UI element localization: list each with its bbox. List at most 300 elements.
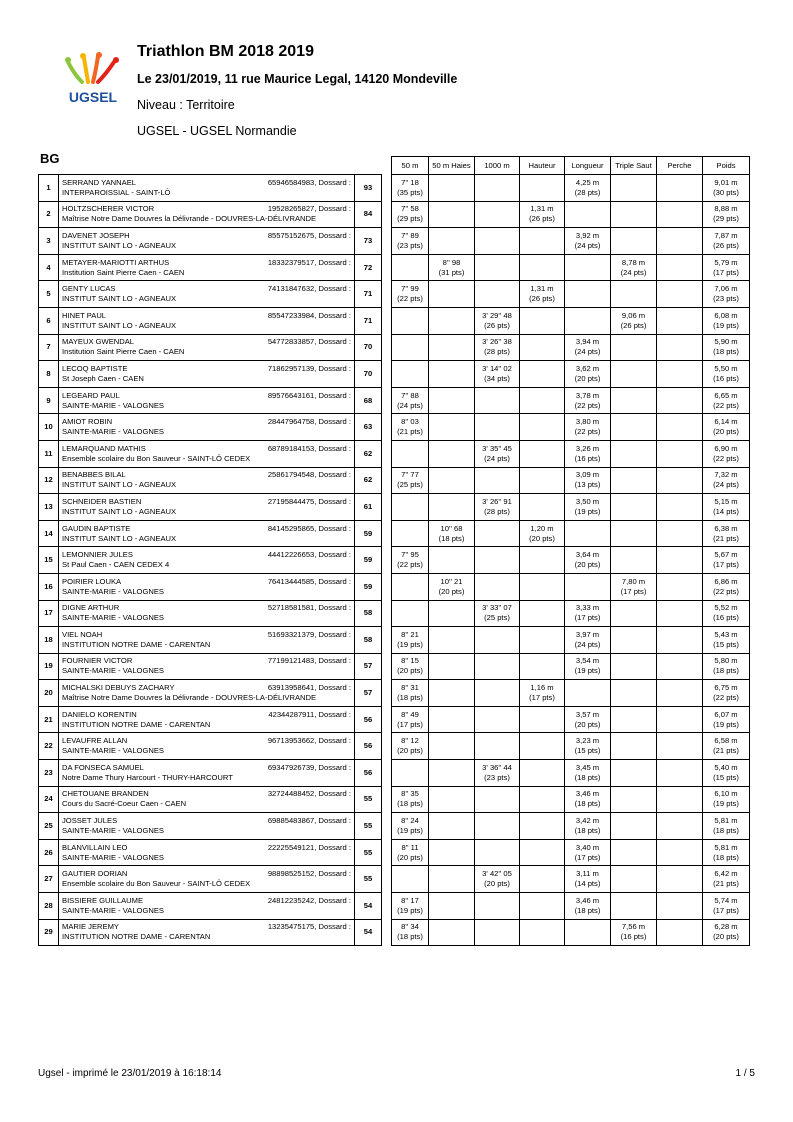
perf-points: (18 pts) [574,799,601,809]
perf-longueur [565,866,611,893]
rank: 29 [39,919,59,946]
perf-value: 3,11 m [576,869,599,879]
athlete-cell [59,680,355,707]
perf-triple-saut [611,387,657,414]
athlete-name: SCHNEIDER BASTIEN [62,496,142,506]
perf-value: 3,45 m [575,762,600,772]
athlete-name: LEGEARD PAUL [62,390,120,400]
perf-value: 7'' 95 [401,550,419,560]
perf-perche [657,440,703,467]
perf-poids [703,893,750,920]
perf-value: 3,92 m [575,230,600,240]
athlete-school: Maîtrise Notre Dame Douvres la Délivrande - DOUVRES-LA-DÉLIVRANDE [62,693,317,703]
perf-value: 7'' 89 [401,230,419,240]
perf-hauteur [520,760,565,787]
athlete-id: 65946584983, Dossard : [267,177,351,187]
logo-figure-yellow [84,58,88,82]
col-longueur: Longueur [565,157,611,175]
perf-50m-haies [429,919,475,946]
perf-longueur [565,786,611,813]
result-row [39,281,750,308]
rank: 11 [39,440,59,467]
total-points: 61 [355,494,382,521]
athlete-id: 18332379517, Dossard : [267,257,351,267]
athlete-school: INTERPAROISSIAL - SAINT-LÔ [62,187,171,197]
rank: 18 [39,627,59,654]
perf-poids [703,627,750,654]
logo-text: UGSEL [68,89,118,105]
perf-triple-saut [611,281,657,308]
rank: 8 [39,361,59,388]
perf-points: (18 pts) [397,799,423,809]
perf-value: 8'' 17 [401,895,419,905]
perf-value: 3,26 m [575,443,600,453]
perf-poids [703,254,750,281]
total-points: 73 [355,228,382,255]
perf-points: (19 pts) [713,320,739,330]
perf-points: (18 pts) [438,533,465,543]
perf-value: 5,79 m [714,257,738,267]
perf-50m-haies [429,334,475,361]
perf-triple-saut [611,440,657,467]
perf-points: (21 pts) [713,746,739,756]
athlete-school: SAINTE-MARIE - VALOGNES [62,666,164,676]
rank: 15 [39,547,59,574]
athlete-name: MARIE JEREMY [62,922,119,932]
athlete-school: INSTITUTION NOTRE DAME - CARENTAN [62,932,211,942]
athlete-school: Maîtrise Notre Dame Douvres la Délivrande - DOUVRES-LA-DÉLIVRANDE [62,214,317,224]
result-row [39,175,750,202]
perf-points: (20 pts) [713,427,739,437]
result-row [39,307,750,334]
perf-triple-saut [611,520,657,547]
perf-longueur [565,680,611,707]
perf-hauteur [520,733,565,760]
event-location: Le 23/01/2019, 11 rue Maurice Legal, 14120 Mondeville [137,72,458,86]
perf-triple-saut [611,706,657,733]
perf-hauteur [520,839,565,866]
perf-value: 6,65 m [714,390,738,400]
perf-50m [392,494,429,521]
athlete-id: 69885483867, Dossard : [267,816,351,826]
rank: 25 [39,813,59,840]
perf-value: 8'' 15 [401,656,419,666]
athlete-cell [59,733,355,760]
perf-value: 1,31 m [530,204,554,214]
athlete-cell [59,760,355,787]
perf-50m-haies [429,786,475,813]
athlete-id: 96713953662, Dossard : [267,736,351,746]
perf-points: (16 pts) [574,453,601,463]
perf-points: (31 pts) [438,267,465,277]
perf-1000m [475,520,520,547]
athlete-id: 71862957139, Dossard : [267,363,351,373]
perf-poids [703,387,750,414]
perf-hauteur [520,653,565,680]
perf-value: 5,15 m [714,496,738,506]
perf-points: (20 pts) [397,852,423,862]
perf-value: 4,25 m [575,177,600,187]
perf-points: (21 pts) [713,879,739,889]
perf-50m-haies [429,228,475,255]
perf-points: (22 pts) [574,400,601,410]
perf-50m [392,919,429,946]
perf-points: (25 pts) [484,613,510,623]
perf-hauteur [520,706,565,733]
perf-value: 3,64 m [575,550,600,560]
perf-value: 6,10 m [714,789,738,799]
total-points: 71 [355,307,382,334]
perf-points: (15 pts) [574,746,601,756]
perf-poids [703,414,750,441]
rank: 26 [39,839,59,866]
perf-value: 8,78 m [621,257,646,267]
perf-triple-saut [611,893,657,920]
result-row [39,334,750,361]
perf-longueur [565,760,611,787]
rank: 22 [39,733,59,760]
perf-value: 3,33 m [575,603,600,613]
col-50m: 50 m [392,157,429,175]
perf-50m [392,627,429,654]
perf-value: 6,14 m [714,417,738,427]
athlete-school: Notre Dame Thury Harcourt - THURY-HARCOURT [62,772,233,782]
athlete-cell [59,919,355,946]
perf-points: (24 pts) [484,453,510,463]
col-hauteur: Hauteur [520,157,565,175]
athlete-cell [59,440,355,467]
perf-poids [703,600,750,627]
athlete-id: 52718581581, Dossard : [267,603,351,613]
perf-perche [657,786,703,813]
header-row [39,157,750,175]
perf-1000m [475,573,520,600]
perf-value: 8'' 49 [401,709,419,719]
athlete-school: INSTITUT SAINT LO - AGNEAUX [62,294,177,304]
perf-value: 3,80 m [575,417,600,427]
perf-1000m [475,547,520,574]
total-points: 55 [355,866,382,893]
athlete-school: Cours du Sacré-Coeur Caen - CAEN [62,799,187,809]
athlete-name: METAYER-MARIOTTI ARTHUS [62,257,170,267]
perf-points: (25 pts) [397,480,423,490]
perf-points: (18 pts) [574,772,601,782]
perf-50m-haies [429,414,475,441]
perf-hauteur [520,440,565,467]
perf-value: 6,28 m [714,922,738,932]
perf-value: 7'' 88 [401,390,419,400]
athlete-name: HINET PAUL [62,310,107,320]
total-points: 62 [355,467,382,494]
perf-longueur [565,573,611,600]
perf-50m-haies [429,307,475,334]
perf-poids [703,813,750,840]
athlete-id: 68789184153, Dossard : [267,443,351,453]
athlete-school: SAINTE-MARIE - VALOGNES [62,746,164,756]
perf-50m [392,281,429,308]
perf-value: 5,81 m [714,816,738,826]
perf-points: (22 pts) [713,453,739,463]
perf-50m-haies [429,573,475,600]
perf-1000m [475,839,520,866]
perf-1000m [475,653,520,680]
perf-value: 3,50 m [575,496,600,506]
athlete-school: SAINTE-MARIE - VALOGNES [62,852,164,862]
results-table [38,156,750,946]
total-points: 58 [355,600,382,627]
perf-perche [657,760,703,787]
athlete-id: 22225549121, Dossard : [267,842,351,852]
perf-poids [703,440,750,467]
perf-points: (18 pts) [397,932,423,942]
athlete-school: Institution Saint Pierre Caen - CAEN [62,267,185,277]
athlete-school: SAINTE-MARIE - VALOGNES [62,586,164,596]
perf-poids [703,175,750,202]
perf-longueur [565,281,611,308]
athlete-id: 54772833857, Dossard : [267,337,351,347]
perf-50m-haies [429,680,475,707]
perf-triple-saut [611,467,657,494]
perf-1000m [475,866,520,893]
result-row [39,919,750,946]
athlete-cell [59,573,355,600]
perf-value: 10'' 68 [440,523,463,533]
perf-points: (17 pts) [574,613,601,623]
athlete-school: St Joseph Caen - CAEN [62,373,144,383]
perf-value: 3,46 m [575,895,600,905]
rank: 9 [39,387,59,414]
perf-perche [657,467,703,494]
result-row [39,786,750,813]
perf-points: (20 pts) [574,719,601,729]
athlete-id: 85575152675, Dossard : [267,230,351,240]
perf-poids [703,733,750,760]
perf-hauteur [520,414,565,441]
perf-50m [392,680,429,707]
rank: 16 [39,573,59,600]
perf-50m [392,254,429,281]
perf-points: (22 pts) [397,560,423,570]
logo-figure-red [98,62,114,82]
logo-head-yellow [80,53,86,59]
athlete-id: 77199121483, Dossard : [267,656,351,666]
perf-points: (26 pts) [620,320,647,330]
athlete-name: BENABBES BILAL [62,470,126,480]
perf-1000m [475,627,520,654]
perf-triple-saut [611,680,657,707]
perf-value: 8'' 12 [401,736,419,746]
perf-value: 8'' 21 [401,629,419,639]
athlete-name: VIEL NOAH [62,629,103,639]
perf-50m-haies [429,760,475,787]
athlete-school: INSTITUTION NOTRE DAME - CARENTAN [62,639,211,649]
perf-points: (13 pts) [574,480,601,490]
athlete-cell [59,627,355,654]
total-points: 63 [355,414,382,441]
total-points: 57 [355,680,382,707]
result-row [39,839,750,866]
athlete-name: DANIELO KORENTIN [62,709,137,719]
rank: 12 [39,467,59,494]
perf-value: 9,06 m [621,310,646,320]
perf-value: 3' 35'' 45 [482,443,512,453]
perf-value: 5,43 m [714,629,738,639]
result-row [39,440,750,467]
athlete-id: 63913958641, Dossard : [267,683,351,693]
results-body [39,175,750,946]
perf-50m-haies [429,893,475,920]
perf-1000m [475,786,520,813]
perf-value: 3' 14'' 02 [482,363,512,373]
athlete-cell [59,334,355,361]
perf-value: 3' 33'' 07 [482,603,512,613]
perf-hauteur [520,813,565,840]
athlete-cell [59,839,355,866]
perf-triple-saut [611,600,657,627]
perf-1000m [475,387,520,414]
athlete-name: AMIOT ROBIN [62,417,113,427]
athlete-name: MICHALSKI DEBUYS ZACHARY [62,683,175,693]
perf-poids [703,547,750,574]
total-points: 59 [355,547,382,574]
perf-50m [392,839,429,866]
athlete-id: 89576643161, Dossard : [267,390,351,400]
perf-value: 3,94 m [575,337,600,347]
perf-triple-saut [611,627,657,654]
perf-hauteur [520,228,565,255]
perf-value: 8'' 11 [401,842,419,852]
perf-perche [657,307,703,334]
perf-triple-saut [611,201,657,228]
perf-points: (19 pts) [574,666,601,676]
perf-perche [657,387,703,414]
perf-value: 7,56 m [621,922,646,932]
result-row [39,680,750,707]
col-perche: Perche [657,157,703,175]
perf-points: (15 pts) [713,639,739,649]
perf-value: 7'' 99 [401,284,419,294]
perf-points: (29 pts) [397,214,423,224]
athlete-id: 44412226653, Dossard : [267,550,351,560]
result-row [39,520,750,547]
perf-points: (24 pts) [397,400,423,410]
athlete-cell [59,653,355,680]
rank: 19 [39,653,59,680]
perf-poids [703,520,750,547]
perf-hauteur [520,919,565,946]
perf-value: 7,06 m [714,284,738,294]
perf-triple-saut [611,760,657,787]
athlete-id: 28447964758, Dossard : [267,417,351,427]
total-points: 56 [355,760,382,787]
perf-longueur [565,547,611,574]
perf-1000m [475,467,520,494]
athlete-school: INSTITUTION NOTRE DAME - CARENTAN [62,719,211,729]
athlete-id: 85547233984, Dossard : [267,310,351,320]
athlete-cell [59,866,355,893]
perf-50m [392,866,429,893]
perf-longueur [565,733,611,760]
perf-1000m [475,307,520,334]
level-label: Niveau : Territoire [137,98,235,112]
perf-points: (19 pts) [397,826,423,836]
perf-points: (17 pts) [397,719,423,729]
logo-figure-green [68,62,82,82]
perf-50m-haies [429,440,475,467]
athlete-name: BISSIERE GUILLAUME [62,895,144,905]
result-row [39,600,750,627]
perf-value: 6,86 m [714,576,738,586]
total-points: 62 [355,440,382,467]
organization-label: UGSEL - UGSEL Normandie [137,124,297,138]
perf-50m [392,786,429,813]
perf-poids [703,494,750,521]
perf-points: (26 pts) [529,294,555,304]
category-label: BG [40,151,60,166]
rank: 1 [39,175,59,202]
perf-perche [657,573,703,600]
athlete-school: INSTITUT SAINT LO - AGNEAUX [62,506,177,516]
perf-longueur [565,414,611,441]
perf-50m-haies [429,813,475,840]
perf-triple-saut [611,839,657,866]
perf-poids [703,573,750,600]
athlete-cell [59,547,355,574]
perf-perche [657,175,703,202]
perf-perche [657,627,703,654]
result-row [39,547,750,574]
perf-poids [703,361,750,388]
perf-50m [392,600,429,627]
perf-triple-saut [611,228,657,255]
perf-points: (19 pts) [397,905,423,915]
perf-1000m [475,706,520,733]
perf-points: (20 pts) [438,586,465,596]
perf-value: 6,38 m [714,523,738,533]
result-row [39,494,750,521]
total-points: 54 [355,893,382,920]
perf-triple-saut [611,414,657,441]
perf-points: (22 pts) [397,294,423,304]
perf-points: (16 pts) [713,373,739,383]
perf-value: 5,74 m [714,895,738,905]
perf-1000m [475,414,520,441]
total-points: 68 [355,387,382,414]
perf-hauteur [520,175,565,202]
perf-hauteur [520,281,565,308]
perf-hauteur [520,307,565,334]
perf-poids [703,866,750,893]
page-title: Triathlon BM 2018 2019 [137,43,314,60]
perf-points: (14 pts) [574,879,601,889]
perf-points: (24 pts) [574,240,601,250]
perf-triple-saut [611,175,657,202]
perf-1000m [475,254,520,281]
perf-points: (34 pts) [484,373,510,383]
athlete-school: INSTITUT SAINT LO - AGNEAUX [62,533,177,543]
perf-value: 6,75 m [714,683,738,693]
perf-points: (20 pts) [397,746,423,756]
perf-triple-saut [611,786,657,813]
perf-value: 8'' 24 [401,816,419,826]
perf-poids [703,919,750,946]
result-row [39,201,750,228]
athlete-cell [59,414,355,441]
perf-points: (23 pts) [484,772,510,782]
perf-50m-haies [429,201,475,228]
col-poids: Poids [703,157,750,175]
perf-longueur [565,520,611,547]
